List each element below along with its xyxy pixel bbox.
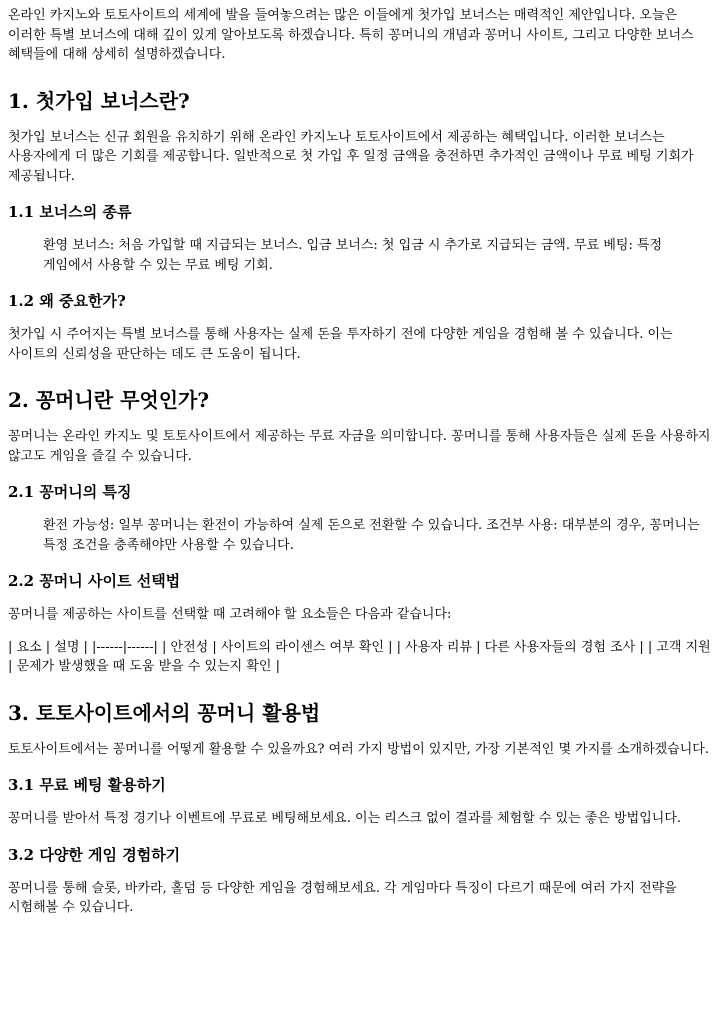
section-3-2-heading: 3.2 다양한 게임 경험하기 (8, 845, 181, 864)
section-2-paragraph: 꽁머니는 온라인 카지노 및 토토사이트에서 제공하는 무료 자금을 의미합니다. 꽁머니를 통해 사용자들은 실제 돈을 사용하지 않고도 게임을 즐길 수 있습니다. (8, 429, 711, 464)
section-1-2-paragraph: 첫가입 시 주어지는 특별 보너스를 통해 사용자는 실제 돈을 투자하기 전에 다양한 게임을 경험해 볼 수 있습니다. 이는 사이트의 신뢰성을 판단하는 데도 큰 도움이 됩니다. (8, 327, 673, 362)
section-2-heading: 2. 꽁머니란 무엇인가? (8, 388, 210, 412)
section-1-paragraph: 첫가입 보너스는 신규 회원을 유치하기 위해 온라인 카지노나 토토사이트에서 제공하는 혜택입니다. 이러한 보너스는 사용자에게 더 많은 기회를 제공합니다. 일반적으로 첫 가입 후 일정 금액을 충전하면 추가적인 금액이나 무료 베팅 기회가 제공됩니다. (8, 129, 694, 184)
section-1-1-paragraph: 환영 보너스: 처음 가입할 때 지급되는 보너스. 입금 보너스: 첫 입금 시 추가로 지급되는 금액. 무료 베팅: 특정 게임에서 사용할 수 있는 무료 베팅 기회. (43, 238, 663, 273)
markdown-table-text: | 요소 | 설명 | |------|------| | 안전성 | 사이트의 라이센스 여부 확인 | | 사용자 리뷰 | 다른 사용자들의 경험 조사 | | 고객 지원 | 문제가 발생했을 때 도움 받을 수 있는지 확인 | (8, 639, 711, 674)
section-1-1-heading: 1.1 보너스의 종류 (8, 203, 132, 221)
section-3-1-heading: 3.1 무료 베팅 활용하기 (8, 776, 166, 794)
intro-paragraph: 온라인 카지노와 토토사이트의 세계에 발을 들여놓으려는 많은 이들에게 첫가입 보너스는 매력적인 제안입니다. 오늘은 이러한 특별 보너스에 대해 깊이 있게 알아보도록 하겠습니다. 특히 꽁머니의 개념과 꽁머니 사이트, 그리고 다양한 보너스 혜택들에 대해 상세히 설명하겠습니다. (8, 8, 694, 62)
section-3-1-paragraph: 꽁머니를 받아서 특정 경기나 이벤트에 무료로 베팅해보세요. 이는 리스크 없이 결과를 체험할 수 있는 좋은 방법입니다. (8, 811, 682, 826)
section-3-heading: 3. 토토사이트에서의 꽁머니 활용법 (8, 700, 321, 725)
section-2-2-heading: 2.2 꽁머니 사이트 선택법 (8, 572, 181, 590)
section-1-heading: 1. 첫가입 보너스란? (8, 88, 190, 113)
section-1-2-heading: 1.2 왜 중요한가? (8, 292, 126, 310)
section-3-paragraph: 토토사이트에서는 꽁머니를 어떻게 활용할 수 있을까요? 여러 가지 방법이 있지만, 가장 기본적인 몇 가지를 소개하겠습니다. (8, 741, 709, 757)
section-2-2-paragraph: 꽁머니를 제공하는 사이트를 선택할 때 고려해야 할 요소들은 다음과 같습니다: (8, 607, 452, 622)
section-2-1-heading: 2.1 꽁머니의 특징 (8, 483, 132, 501)
section-3-2-paragraph: 꽁머니를 통해 슬롯, 바카라, 홀덤 등 다양한 게임을 경험해보세요. 각 게임마다 특징이 다르기 때문에 여러 가지 전략을 시험해볼 수 있습니다. (8, 880, 677, 915)
section-2-1-paragraph: 환전 가능성: 일부 꽁머니는 환전이 가능하여 실제 돈으로 전환할 수 있습니다. 조건부 사용: 대부분의 경우, 꽁머니는 특정 조건을 충족해야만 사용할 수 있습니다. (43, 518, 700, 553)
